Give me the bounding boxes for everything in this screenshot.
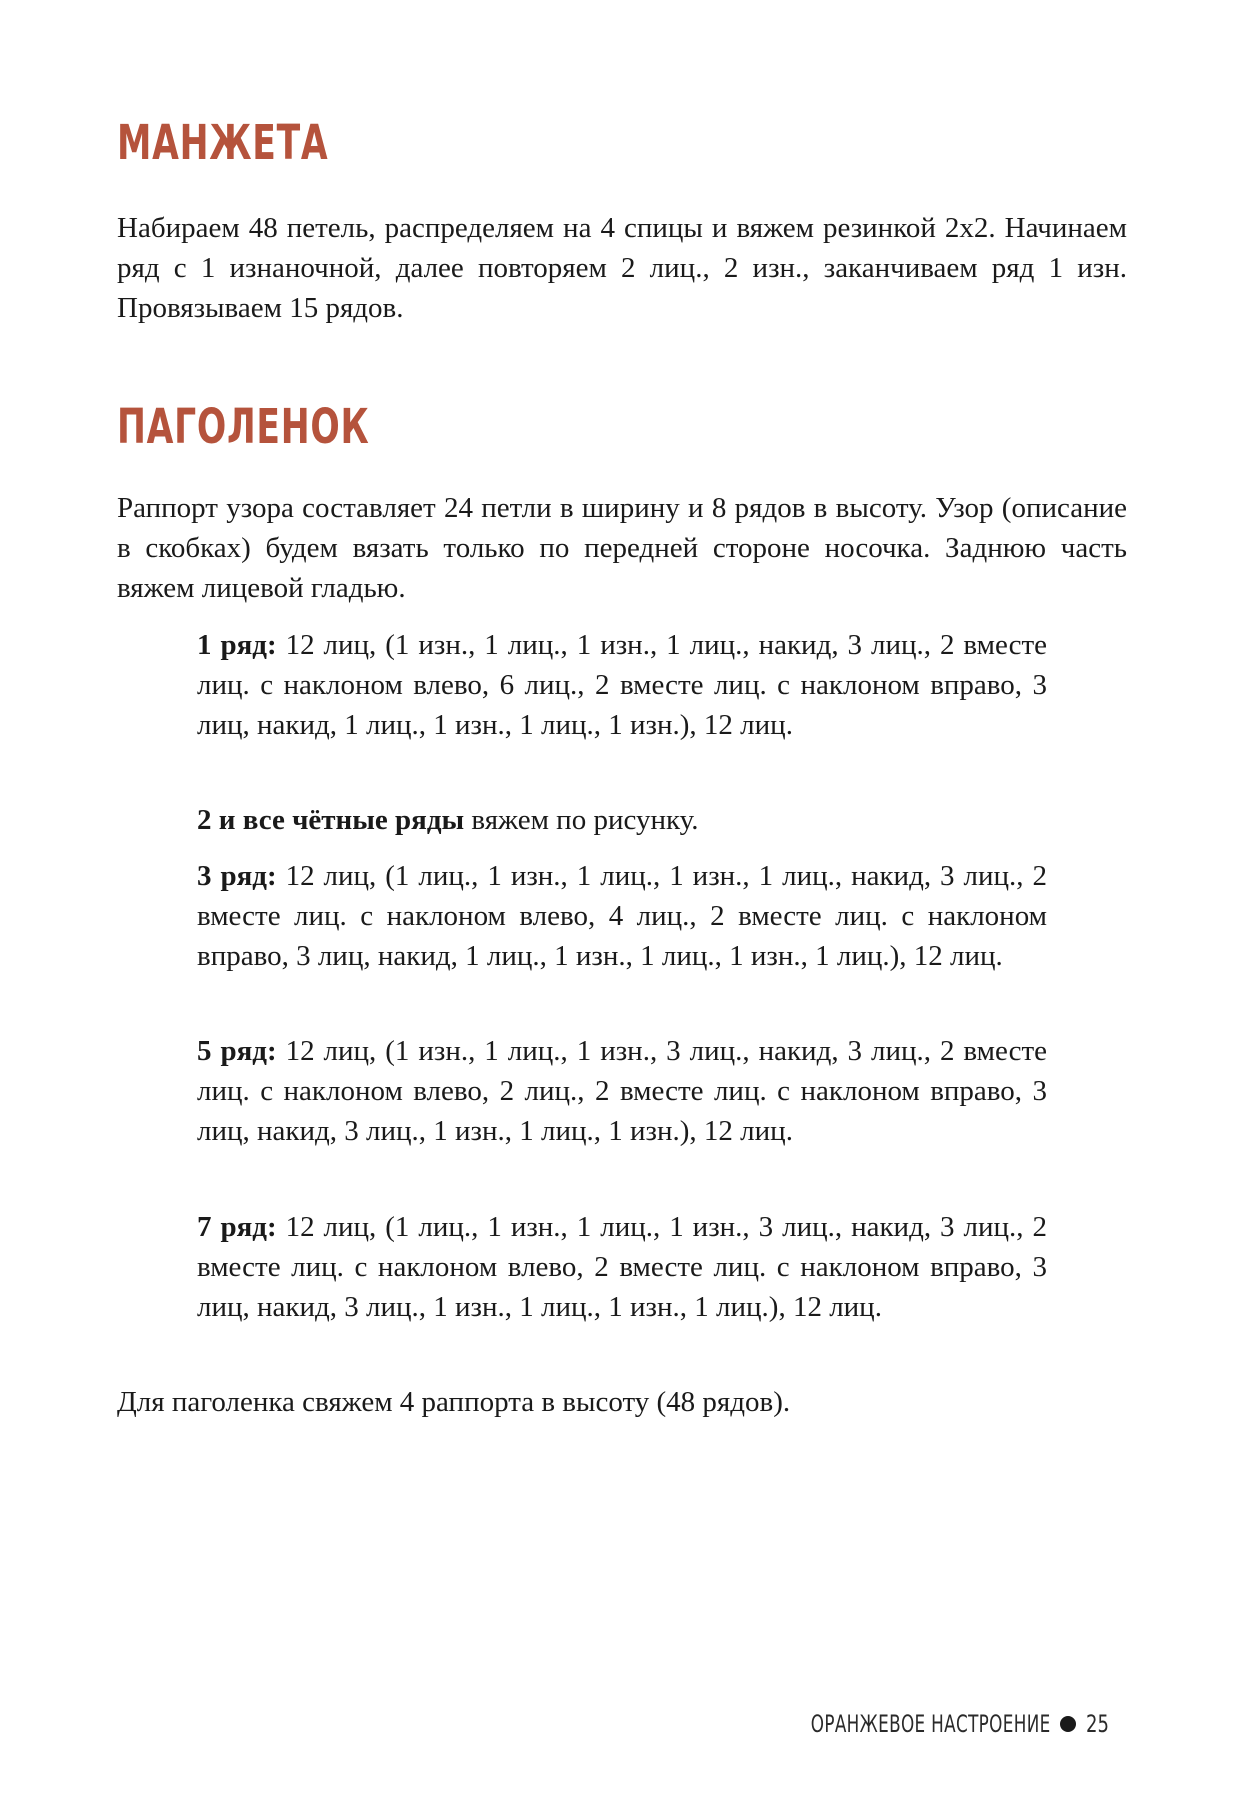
row-instruction-1 xyxy=(197,625,1047,745)
page-footer xyxy=(708,1710,1117,1738)
row-instruction-2 xyxy=(197,800,1047,840)
row-instruction-5 xyxy=(197,1031,1047,1151)
bullet-dot-icon xyxy=(1060,1716,1076,1732)
row-text: 12 лиц, (1 лиц., 1 изн., 1 лиц., 1 изн., 3 лиц., накид, 3 лиц., 2 вместе лиц. с наклоном влево, 2 вместе лиц. с наклоном вправо, 3 лиц, накид, 3 лиц., 1 изн., 1 лиц., 1 изн., 1 лиц.), 12 лиц. xyxy=(197,1211,1047,1323)
leg-closing-paragraph: Для паголенка свяжем 4 раппорта в высоту (48 рядов). xyxy=(117,1386,791,1418)
row-instruction-3 xyxy=(197,856,1047,976)
row-text: 12 лиц, (1 изн., 1 лиц., 1 изн., 1 лиц., накид, 3 лиц., 2 вместе лиц. с наклоном влево, 6 лиц., 2 вместе лиц. с наклоном вправо, 3 лиц, накид, 1 лиц., 1 изн., 1 лиц., 1 изн.), 12 лиц. xyxy=(197,629,1047,741)
row-text: 12 лиц, (1 изн., 1 лиц., 1 изн., 3 лиц., накид, 3 лиц., 2 вместе лиц. с наклоном влево, 2 лиц., 2 вместе лиц. с наклоном вправо, 3 лиц, накид, 3 лиц., 1 изн., 1 лиц., 1 изн.), 12 лиц. xyxy=(197,1035,1047,1147)
row-text: 12 лиц, (1 лиц., 1 изн., 1 лиц., 1 изн., 1 лиц., накид, 3 лиц., 2 вместе лиц. с наклоном влево, 4 лиц., 2 вместе лиц. с наклоном вправо, 3 лиц, накид, 1 лиц., 1 изн., 1 лиц., 1 изн., 1 лиц.), 12 лиц. xyxy=(197,860,1047,972)
row-label: 1 ряд: xyxy=(197,629,277,661)
row-text: вяжем по рисунку. xyxy=(464,804,699,836)
row-label: 5 ряд: xyxy=(197,1035,277,1067)
row-label: 3 ряд: xyxy=(197,860,277,892)
section-heading-cuff: МАНЖЕТА xyxy=(117,115,329,171)
row-instruction-7 xyxy=(197,1207,1047,1327)
row-label: 7 ряд: xyxy=(197,1211,277,1243)
cuff-paragraph: Набираем 48 петель, распределяем на 4 спицы и вяжем резинкой 2х2. Начинаем ряд с 1 изнаночной, далее повторяем 2 лиц., 2 изн., заканчиваем ряд 1 изн. Провязываем 15 рядов. xyxy=(117,212,1127,324)
row-label: 2 и все чётные ряды xyxy=(197,804,465,836)
book-title: ОРАНЖЕВОЕ НАСТРОЕНИЕ xyxy=(810,1710,1051,1738)
section-heading-leg: ПАГОЛЕНОК xyxy=(117,399,370,455)
page-number: 25 xyxy=(1086,1710,1110,1738)
leg-intro-paragraph: Раппорт узора составляет 24 петли в ширину и 8 рядов в высоту. Узор (описание в скобках) будем вязать только по передней стороне носочка. Заднюю часть вяжем лицевой гладью. xyxy=(117,492,1127,604)
